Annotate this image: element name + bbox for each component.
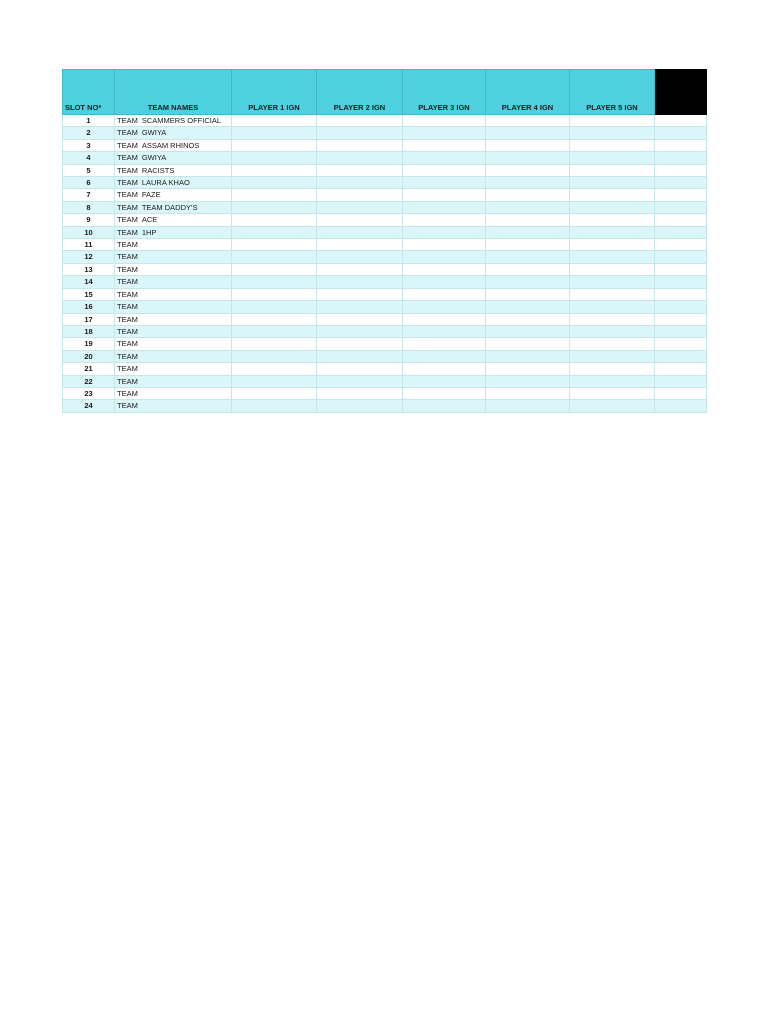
- slot-number-cell: 12: [63, 251, 115, 263]
- player-1-ign-cell[interactable]: [232, 226, 317, 238]
- extra-column-cell[interactable]: [655, 239, 707, 251]
- extra-column-cell[interactable]: [655, 127, 707, 139]
- slot-number-cell: 4: [63, 152, 115, 164]
- player-1-ign-cell[interactable]: [232, 214, 317, 226]
- team-prefix: TEAM: [117, 364, 138, 374]
- player-1-ign-header: PLAYER 1 IGN: [232, 70, 317, 115]
- player-2-ign-cell[interactable]: [317, 301, 403, 313]
- extra-column-cell[interactable]: [655, 288, 707, 300]
- team-prefix: TEAM: [117, 252, 138, 262]
- slot-number-cell: 13: [63, 263, 115, 275]
- player-2-ign-cell[interactable]: [317, 375, 403, 387]
- team-name-cell[interactable]: [115, 276, 232, 288]
- team-name-cell[interactable]: [115, 325, 232, 337]
- slot-number-cell: 9: [63, 214, 115, 226]
- player-4-ign-cell[interactable]: [486, 226, 570, 238]
- player-5-ign-cell[interactable]: [570, 139, 655, 151]
- table-row: [63, 288, 707, 300]
- team-name-cell[interactable]: [115, 375, 232, 387]
- player-2-ign-cell[interactable]: [317, 226, 403, 238]
- table-row: [63, 387, 707, 399]
- player-2-ign-cell[interactable]: [317, 152, 403, 164]
- team-prefix: TEAM: [117, 326, 138, 336]
- player-5-ign-cell[interactable]: [570, 164, 655, 176]
- team-prefix: TEAM: [117, 376, 138, 386]
- team-prefix: TEAM: [117, 264, 138, 274]
- player-2-ign-cell[interactable]: [317, 263, 403, 275]
- team-name-cell[interactable]: [115, 177, 232, 189]
- table-row: [63, 350, 707, 362]
- player-1-ign-cell[interactable]: [232, 350, 317, 362]
- extra-column-cell[interactable]: [655, 276, 707, 288]
- team-prefix: TEAM: [117, 277, 138, 287]
- extra-column-cell[interactable]: [655, 313, 707, 325]
- team-name-text: SCAMMERS OFFICIAL: [141, 116, 222, 125]
- player-5-ign-cell[interactable]: [570, 387, 655, 399]
- player-3-ign-cell[interactable]: [403, 363, 486, 375]
- player-5-ign-cell[interactable]: [570, 189, 655, 201]
- player-3-ign-cell[interactable]: [403, 189, 486, 201]
- player-5-ign-cell[interactable]: [570, 177, 655, 189]
- player-1-ign-cell[interactable]: [232, 201, 317, 213]
- table-row: [63, 375, 707, 387]
- player-3-ign-cell[interactable]: [403, 387, 486, 399]
- player-5-ign-cell[interactable]: [570, 201, 655, 213]
- table-row: [63, 276, 707, 288]
- team-prefix: TEAM: [117, 314, 138, 324]
- player-3-ign-cell[interactable]: [403, 313, 486, 325]
- extra-column-cell[interactable]: [655, 338, 707, 350]
- table-row: [63, 301, 707, 313]
- player-2-ign-cell[interactable]: [317, 338, 403, 350]
- player-3-ign-cell[interactable]: [403, 338, 486, 350]
- player-1-ign-cell[interactable]: [232, 288, 317, 300]
- team-name-cell[interactable]: [115, 152, 232, 164]
- table-row: [63, 201, 707, 213]
- player-2-ign-cell[interactable]: [317, 400, 403, 412]
- team-name-cell[interactable]: [115, 139, 232, 151]
- player-3-ign-cell[interactable]: [403, 263, 486, 275]
- player-1-ign-cell[interactable]: [232, 189, 317, 201]
- team-name-text: LAURA KHAO: [141, 178, 190, 188]
- team-name-cell[interactable]: [115, 363, 232, 375]
- team-name-cell[interactable]: [115, 214, 232, 226]
- player-2-ign-cell[interactable]: [317, 239, 403, 251]
- player-5-ign-cell[interactable]: [570, 214, 655, 226]
- team-prefix: TEAM: [117, 227, 138, 237]
- slot-number-cell: 14: [63, 276, 115, 288]
- team-prefix: TEAM: [117, 128, 138, 138]
- player-1-ign-cell[interactable]: [232, 375, 317, 387]
- player-5-ign-cell[interactable]: [570, 350, 655, 362]
- player-2-ign-cell[interactable]: [317, 164, 403, 176]
- slot-number-cell: 23: [63, 387, 115, 399]
- player-5-ign-cell[interactable]: [570, 251, 655, 263]
- team-prefix: TEAM: [117, 302, 138, 312]
- extra-column-cell[interactable]: [655, 363, 707, 375]
- slot-number-cell: 16: [63, 301, 115, 313]
- table-row: [63, 164, 707, 176]
- slot-number-cell: 15: [63, 288, 115, 300]
- slot-number-cell: 1: [63, 115, 115, 127]
- extra-column-cell[interactable]: [655, 189, 707, 201]
- player-4-ign-cell[interactable]: [486, 325, 570, 337]
- player-5-ign-cell[interactable]: [570, 400, 655, 412]
- player-4-ign-cell[interactable]: [486, 363, 570, 375]
- table-row: [63, 189, 707, 201]
- table-row: [63, 177, 707, 189]
- slot-number-cell: 3: [63, 139, 115, 151]
- team-prefix: TEAM: [117, 140, 138, 150]
- table-row: [63, 214, 707, 226]
- player-4-ign-cell[interactable]: [486, 288, 570, 300]
- team-prefix: TEAM: [117, 190, 138, 200]
- team-name-cell[interactable]: [115, 387, 232, 399]
- player-2-ign-header: PLAYER 2 IGN: [317, 70, 403, 115]
- team-name-text: 1HP: [141, 227, 157, 237]
- player-2-ign-cell[interactable]: [317, 177, 403, 189]
- slot-number-cell: 5: [63, 164, 115, 176]
- player-4-ign-header: PLAYER 4 IGN: [486, 70, 570, 115]
- extra-column-cell[interactable]: [655, 251, 707, 263]
- player-2-ign-cell[interactable]: [317, 363, 403, 375]
- slot-number-cell: 21: [63, 363, 115, 375]
- slot-number-cell: 18: [63, 325, 115, 337]
- player-2-ign-cell[interactable]: [317, 350, 403, 362]
- team-prefix: TEAM: [117, 116, 138, 125]
- player-5-ign-cell[interactable]: [570, 226, 655, 238]
- player-1-ign-cell[interactable]: [232, 251, 317, 263]
- player-4-ign-cell[interactable]: [486, 189, 570, 201]
- player-2-ign-cell[interactable]: [317, 201, 403, 213]
- player-3-ign-cell[interactable]: [403, 288, 486, 300]
- player-2-ign-cell[interactable]: [317, 288, 403, 300]
- player-5-ign-cell[interactable]: [570, 301, 655, 313]
- table-row: [63, 127, 707, 139]
- player-5-ign-cell[interactable]: [570, 313, 655, 325]
- player-2-ign-cell[interactable]: [317, 127, 403, 139]
- player-1-ign-cell[interactable]: [232, 325, 317, 337]
- team-prefix: TEAM: [117, 240, 138, 250]
- extra-column-cell[interactable]: [655, 263, 707, 275]
- header-row: [63, 70, 707, 115]
- slot-number-cell: 24: [63, 400, 115, 412]
- team-names-header: TEAM NAMES: [115, 70, 232, 115]
- extra-column-cell[interactable]: [655, 226, 707, 238]
- player-2-ign-cell[interactable]: [317, 139, 403, 151]
- player-4-ign-cell[interactable]: [486, 263, 570, 275]
- player-5-ign-cell[interactable]: [570, 338, 655, 350]
- player-4-ign-cell[interactable]: [486, 251, 570, 263]
- player-4-ign-cell[interactable]: [486, 139, 570, 151]
- player-3-ign-cell[interactable]: [403, 251, 486, 263]
- table-body: [63, 115, 707, 413]
- team-prefix: TEAM: [117, 153, 138, 163]
- player-3-ign-cell[interactable]: [403, 350, 486, 362]
- player-3-ign-cell[interactable]: [403, 177, 486, 189]
- slot-number-cell: 17: [63, 313, 115, 325]
- slot-number-cell: 11: [63, 239, 115, 251]
- team-name-text: ACE: [141, 215, 158, 225]
- player-1-ign-cell[interactable]: [232, 301, 317, 313]
- slot-number-cell: 20: [63, 350, 115, 362]
- table-row: [63, 239, 707, 251]
- team-name-cell[interactable]: [115, 350, 232, 362]
- player-5-ign-cell[interactable]: [570, 276, 655, 288]
- player-4-ign-cell[interactable]: [486, 375, 570, 387]
- team-prefix: TEAM: [117, 289, 138, 299]
- player-4-ign-cell[interactable]: [486, 387, 570, 399]
- player-1-ign-cell[interactable]: [232, 276, 317, 288]
- player-4-ign-cell[interactable]: [486, 313, 570, 325]
- slot-number-cell: 8: [63, 201, 115, 213]
- player-3-ign-cell[interactable]: [403, 201, 486, 213]
- player-3-ign-cell[interactable]: [403, 226, 486, 238]
- player-5-ign-cell[interactable]: [570, 288, 655, 300]
- team-prefix: TEAM: [117, 178, 138, 188]
- player-4-ign-cell[interactable]: [486, 301, 570, 313]
- table-row: [63, 400, 707, 412]
- player-4-ign-cell[interactable]: [486, 400, 570, 412]
- player-2-ign-cell[interactable]: [317, 313, 403, 325]
- slot-list-table: [62, 69, 707, 413]
- table-row: [63, 115, 707, 127]
- extra-column-cell[interactable]: [655, 139, 707, 151]
- table-row: [63, 313, 707, 325]
- slot-number-cell: 6: [63, 177, 115, 189]
- player-4-ign-cell[interactable]: [486, 276, 570, 288]
- table-row: [63, 152, 707, 164]
- team-name-cell[interactable]: [115, 189, 232, 201]
- player-2-ign-cell[interactable]: [317, 387, 403, 399]
- team-name-cell[interactable]: [115, 400, 232, 412]
- team-name-cell[interactable]: [115, 288, 232, 300]
- player-1-ign-cell[interactable]: [232, 363, 317, 375]
- player-4-ign-cell[interactable]: [486, 152, 570, 164]
- player-3-ign-cell[interactable]: [403, 152, 486, 164]
- team-name-cell[interactable]: [115, 201, 232, 213]
- table-row: [63, 226, 707, 238]
- table-row: [63, 139, 707, 151]
- team-prefix: TEAM: [117, 351, 138, 361]
- player-4-ign-cell[interactable]: [486, 115, 570, 127]
- player-4-ign-cell[interactable]: [486, 201, 570, 213]
- team-name-cell[interactable]: [115, 239, 232, 251]
- player-1-ign-cell[interactable]: [232, 177, 317, 189]
- player-4-ign-cell[interactable]: [486, 214, 570, 226]
- player-3-ign-cell[interactable]: [403, 276, 486, 288]
- player-4-ign-cell[interactable]: [486, 177, 570, 189]
- team-name-cell[interactable]: [115, 338, 232, 350]
- extra-column-cell[interactable]: [655, 201, 707, 213]
- player-4-ign-cell[interactable]: [486, 127, 570, 139]
- table-row: [63, 251, 707, 263]
- player-2-ign-cell[interactable]: [317, 325, 403, 337]
- team-name-cell[interactable]: [115, 127, 232, 139]
- player-3-ign-header: PLAYER 3 IGN: [403, 70, 486, 115]
- player-5-ign-header: PLAYER 5 IGN: [570, 70, 655, 115]
- team-name-cell[interactable]: [115, 263, 232, 275]
- player-3-ign-cell[interactable]: [403, 301, 486, 313]
- team-name-text: ASSAM RHINOS: [141, 140, 200, 150]
- player-5-ign-cell[interactable]: [570, 363, 655, 375]
- player-3-ign-cell[interactable]: [403, 239, 486, 251]
- table-row: [63, 263, 707, 275]
- player-3-ign-cell[interactable]: [403, 400, 486, 412]
- team-name-cell[interactable]: [115, 115, 232, 127]
- player-3-ign-cell[interactable]: [403, 375, 486, 387]
- slot-number-cell: 19: [63, 338, 115, 350]
- team-prefix: TEAM: [117, 401, 138, 411]
- slot-number-header: SLOT NO*: [63, 70, 115, 115]
- table-row: [63, 363, 707, 375]
- player-5-ign-cell[interactable]: [570, 152, 655, 164]
- team-name-cell[interactable]: [115, 164, 232, 176]
- player-1-ign-cell[interactable]: [232, 152, 317, 164]
- team-prefix: TEAM: [117, 165, 138, 175]
- player-1-ign-cell[interactable]: [232, 164, 317, 176]
- team-prefix: TEAM: [117, 202, 138, 212]
- extra-column-cell[interactable]: [655, 387, 707, 399]
- team-name-cell[interactable]: [115, 226, 232, 238]
- player-3-ign-cell[interactable]: [403, 127, 486, 139]
- extra-column-cell[interactable]: [655, 301, 707, 313]
- player-1-ign-cell[interactable]: [232, 313, 317, 325]
- team-name-text: GWIYA: [141, 128, 167, 138]
- player-1-ign-cell[interactable]: [232, 338, 317, 350]
- extra-column-cell[interactable]: [655, 152, 707, 164]
- extra-column-cell[interactable]: [655, 214, 707, 226]
- player-1-ign-cell[interactable]: [232, 115, 317, 127]
- player-1-ign-cell[interactable]: [232, 400, 317, 412]
- team-name-cell[interactable]: [115, 251, 232, 263]
- extra-column-header: [655, 70, 707, 115]
- slot-number-cell: 2: [63, 127, 115, 139]
- player-4-ign-cell[interactable]: [486, 350, 570, 362]
- slot-number-cell: 10: [63, 226, 115, 238]
- player-1-ign-cell[interactable]: [232, 127, 317, 139]
- extra-column-cell[interactable]: [655, 375, 707, 387]
- extra-column-cell[interactable]: [655, 325, 707, 337]
- player-4-ign-cell[interactable]: [486, 239, 570, 251]
- player-3-ign-cell[interactable]: [403, 115, 486, 127]
- player-1-ign-cell[interactable]: [232, 263, 317, 275]
- slot-number-cell: 22: [63, 375, 115, 387]
- team-name-cell[interactable]: [115, 313, 232, 325]
- team-prefix: TEAM: [117, 215, 138, 225]
- player-3-ign-cell[interactable]: [403, 139, 486, 151]
- player-1-ign-cell[interactable]: [232, 239, 317, 251]
- team-prefix: TEAM: [117, 339, 138, 349]
- slot-number-cell: 7: [63, 189, 115, 201]
- extra-column-cell[interactable]: [655, 350, 707, 362]
- player-4-ign-cell[interactable]: [486, 338, 570, 350]
- team-name-text: GWIYA: [141, 153, 167, 163]
- player-5-ign-cell[interactable]: [570, 375, 655, 387]
- extra-column-cell[interactable]: [655, 400, 707, 412]
- player-5-ign-cell[interactable]: [570, 115, 655, 127]
- team-prefix: TEAM: [117, 388, 138, 398]
- player-2-ign-cell[interactable]: [317, 115, 403, 127]
- team-name-cell[interactable]: [115, 301, 232, 313]
- player-5-ign-cell[interactable]: [570, 239, 655, 251]
- team-name-text: RACISTS: [141, 165, 175, 175]
- player-2-ign-cell[interactable]: [317, 276, 403, 288]
- player-3-ign-cell[interactable]: [403, 325, 486, 337]
- player-2-ign-cell[interactable]: [317, 214, 403, 226]
- player-5-ign-cell[interactable]: [570, 263, 655, 275]
- table-row: [63, 338, 707, 350]
- player-5-ign-cell[interactable]: [570, 325, 655, 337]
- extra-column-cell[interactable]: [655, 115, 707, 127]
- team-name-text: FAZE: [141, 190, 161, 200]
- player-5-ign-cell[interactable]: [570, 127, 655, 139]
- player-1-ign-cell[interactable]: [232, 387, 317, 399]
- player-1-ign-cell[interactable]: [232, 139, 317, 151]
- extra-column-cell[interactable]: [655, 177, 707, 189]
- player-3-ign-cell[interactable]: [403, 164, 486, 176]
- extra-column-cell[interactable]: [655, 164, 707, 176]
- player-3-ign-cell[interactable]: [403, 214, 486, 226]
- player-2-ign-cell[interactable]: [317, 189, 403, 201]
- table-row: [63, 325, 707, 337]
- team-name-text: TEAM DADDY'S: [141, 202, 198, 212]
- player-4-ign-cell[interactable]: [486, 164, 570, 176]
- player-2-ign-cell[interactable]: [317, 251, 403, 263]
